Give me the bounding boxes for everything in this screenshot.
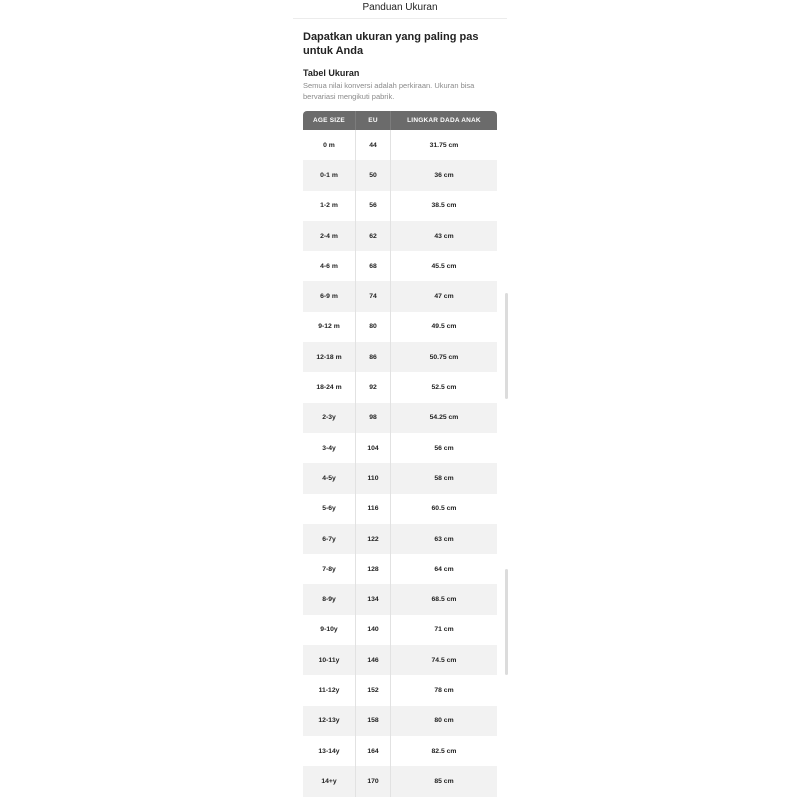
cell-eu: 56 <box>355 191 390 221</box>
table-row <box>303 615 497 645</box>
cell-age-size: 9-10y <box>320 626 338 634</box>
top-bar <box>293 0 507 19</box>
cell-chest: 64 cm <box>390 554 497 584</box>
cell-age-size: 2-4 m <box>320 232 338 240</box>
cell-age-size: 0-1 m <box>320 171 338 179</box>
size-table <box>303 111 497 797</box>
cell-chest: 63 cm <box>390 524 497 554</box>
cell-eu: 80 <box>355 312 390 342</box>
cell-age-size: 4-6 m <box>320 262 338 270</box>
table-row <box>303 160 497 190</box>
cell-age-size: 18-24 m <box>316 384 342 392</box>
cell-chest: 58 cm <box>390 463 497 493</box>
cell-chest: 54.25 cm <box>390 403 497 433</box>
cell-age-size: 5-6y <box>322 505 336 513</box>
table-row <box>303 221 497 251</box>
cell-chest: 78 cm <box>390 675 497 705</box>
cell-eu: 134 <box>355 584 390 614</box>
size-table-title: Tabel Ukuran <box>303 68 360 78</box>
cell-eu: 152 <box>355 675 390 705</box>
cell-eu: 170 <box>355 766 390 796</box>
cell-age-size: 9-12 m <box>318 323 340 331</box>
cell-chest: 38.5 cm <box>390 191 497 221</box>
cell-age-size: 6-7y <box>322 535 336 543</box>
table-row <box>303 433 497 463</box>
cell-eu: 50 <box>355 160 390 190</box>
cell-eu: 158 <box>355 706 390 736</box>
cell-eu: 104 <box>355 433 390 463</box>
conversion-note: Semua nilai konversi adalah perkiraan. Ukuran bisa bervariasi mengikuti pabrik. <box>303 81 475 101</box>
cell-age-size: 3-4y <box>322 444 336 452</box>
table-row <box>303 645 497 675</box>
cell-chest: 47 cm <box>390 281 497 311</box>
cell-chest: 50.75 cm <box>390 342 497 372</box>
cell-age-size: 8-9y <box>322 596 336 604</box>
cell-chest: 43 cm <box>390 221 497 251</box>
scrollbar-thumb[interactable] <box>505 569 508 675</box>
table-row <box>303 463 497 493</box>
cell-eu: 110 <box>355 463 390 493</box>
cell-chest: 56 cm <box>390 433 497 463</box>
cell-eu: 116 <box>355 494 390 524</box>
cell-chest: 68.5 cm <box>390 584 497 614</box>
column-header-eu: EU <box>355 111 390 130</box>
cell-eu: 74 <box>355 281 390 311</box>
cell-eu: 68 <box>355 251 390 281</box>
table-row <box>303 281 497 311</box>
cell-eu: 122 <box>355 524 390 554</box>
table-row <box>303 312 497 342</box>
cell-age-size: 1-2 m <box>320 202 338 210</box>
table-row <box>303 403 497 433</box>
size-table-header <box>303 111 497 130</box>
table-row <box>303 766 497 796</box>
cell-eu: 62 <box>355 221 390 251</box>
table-row <box>303 524 497 554</box>
cell-chest: 31.75 cm <box>390 130 497 160</box>
cell-eu: 98 <box>355 403 390 433</box>
cell-age-size: 2-3y <box>322 414 336 422</box>
scrollbar-thumb[interactable] <box>505 293 508 399</box>
size-guide-heading: Dapatkan ukuran yang paling pas untuk Anda <box>303 31 479 57</box>
table-row <box>303 251 497 281</box>
cell-chest: 45.5 cm <box>390 251 497 281</box>
cell-chest: 80 cm <box>390 706 497 736</box>
column-header-age-size: AGE SIZE <box>313 117 345 124</box>
cell-chest: 85 cm <box>390 766 497 796</box>
cell-chest: 36 cm <box>390 160 497 190</box>
size-guide-panel <box>293 0 507 800</box>
cell-chest: 49.5 cm <box>390 312 497 342</box>
cell-age-size: 11-12y <box>318 686 340 694</box>
cell-eu: 128 <box>355 554 390 584</box>
cell-chest: 52.5 cm <box>390 372 497 402</box>
cell-age-size: 0 m <box>323 141 335 149</box>
table-row <box>303 736 497 766</box>
column-header-chest: LINGKAR DADA ANAK <box>390 111 497 130</box>
table-row <box>303 130 497 160</box>
cell-eu: 44 <box>355 130 390 160</box>
table-row <box>303 191 497 221</box>
cell-age-size: 12-13y <box>318 717 340 725</box>
table-row <box>303 706 497 736</box>
size-table-body <box>303 130 497 797</box>
cell-eu: 146 <box>355 645 390 675</box>
cell-chest: 82.5 cm <box>390 736 497 766</box>
cell-age-size: 10-11y <box>318 656 340 664</box>
cell-chest: 71 cm <box>390 615 497 645</box>
table-row <box>303 584 497 614</box>
cell-age-size: 4-5y <box>322 474 336 482</box>
page-title: Panduan Ukuran <box>362 2 438 13</box>
table-row <box>303 342 497 372</box>
table-row <box>303 494 497 524</box>
cell-eu: 140 <box>355 615 390 645</box>
cell-age-size: 13-14y <box>318 747 340 755</box>
cell-age-size: 14+y <box>321 777 337 785</box>
table-row <box>303 554 497 584</box>
cell-age-size: 12-18 m <box>316 353 342 361</box>
cell-eu: 86 <box>355 342 390 372</box>
cell-age-size: 7-8y <box>322 565 336 573</box>
cell-eu: 92 <box>355 372 390 402</box>
cell-chest: 60.5 cm <box>390 494 497 524</box>
cell-age-size: 6-9 m <box>320 293 338 301</box>
table-row <box>303 372 497 402</box>
cell-chest: 74.5 cm <box>390 645 497 675</box>
table-row <box>303 675 497 705</box>
cell-eu: 164 <box>355 736 390 766</box>
